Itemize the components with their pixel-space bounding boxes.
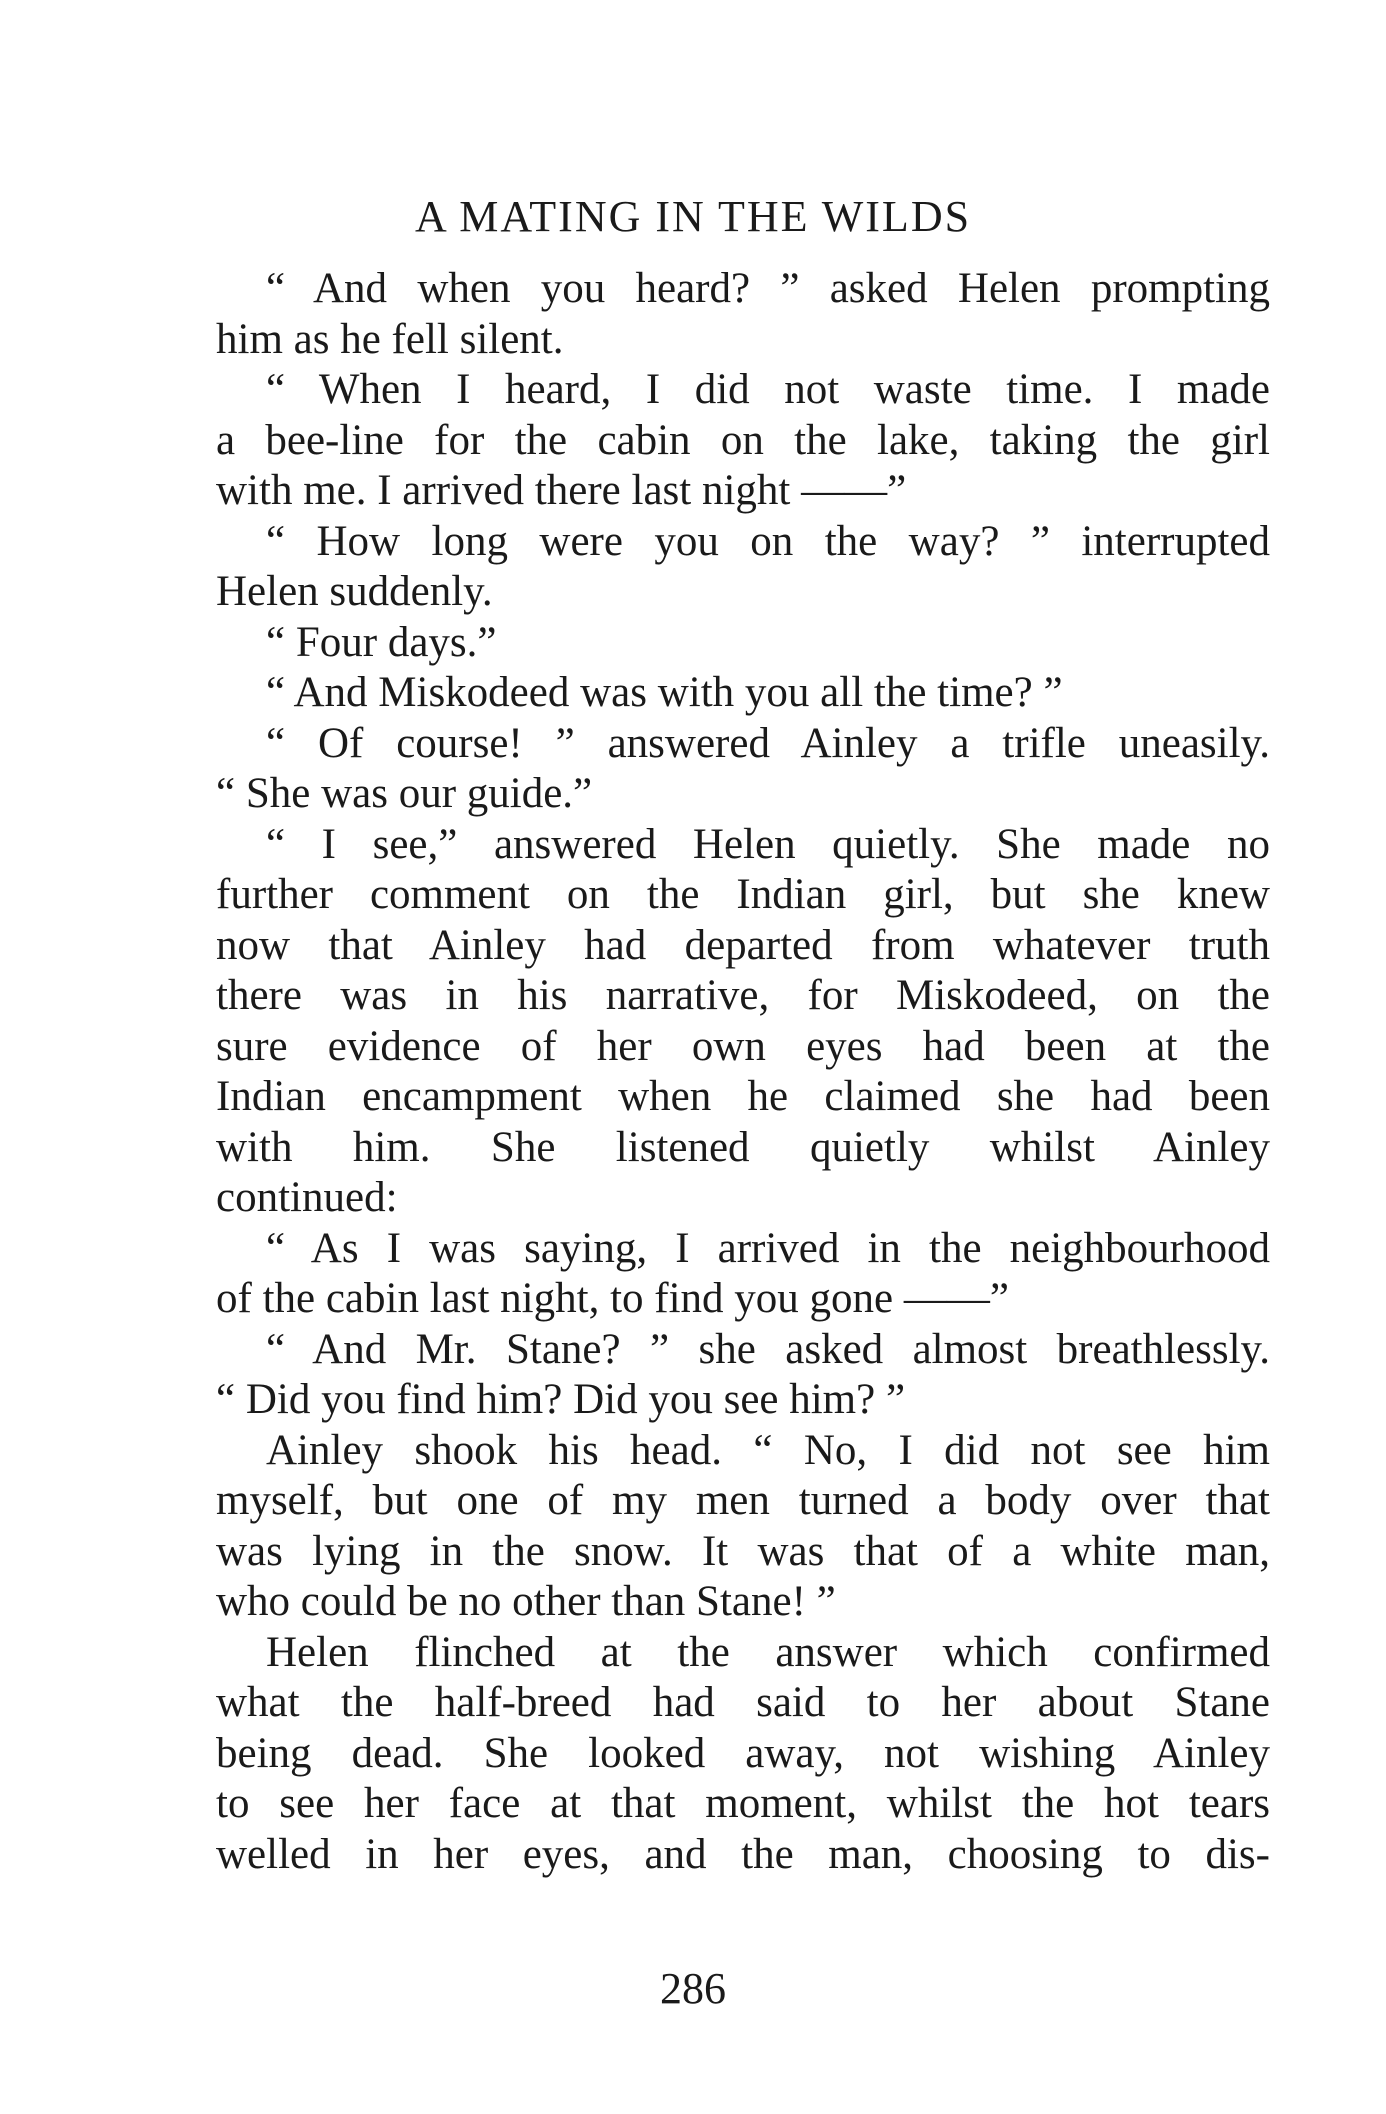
text-line: there was in his narrative, for Miskodeed, on the: [216, 972, 1270, 1019]
body-text: [216, 264, 1270, 1880]
text-line: “ And Miskodeed was with you all the time? ”: [266, 669, 1063, 716]
text-line: “ Of course! ” answered Ainley a trifle uneasily.: [266, 719, 1270, 767]
text-line: welled in her eyes, and the man, choosing to dis-: [216, 1830, 1270, 1878]
text-line: further comment on the Indian girl, but she knew: [216, 871, 1270, 918]
text-line: Indian encampment when he claimed she had been: [216, 1073, 1270, 1120]
text-line: with him. She listened quietly whilst Ainley: [216, 1123, 1270, 1171]
text-line: sure evidence of her own eyes had been at the: [216, 1022, 1270, 1070]
text-line: continued:: [216, 1174, 398, 1221]
text-line: myself, but one of my men turned a body over that: [216, 1477, 1270, 1524]
text-line: “ When I heard, I did not waste time. I made: [266, 366, 1270, 413]
text-line: “ Four days.”: [266, 618, 497, 666]
text-line: what the half-breed had said to her about Stane: [216, 1679, 1270, 1726]
text-line: being dead. She looked away, not wishing Ainley: [216, 1729, 1270, 1777]
text-line: “ She was our guide.”: [216, 770, 593, 817]
text-line: “ How long were you on the way? ” interrupted: [266, 517, 1270, 565]
text-line: “ As I was saying, I arrived in the neighbourhood: [266, 1224, 1270, 1272]
text-line: him as he fell silent.: [216, 315, 564, 363]
text-line: Helen flinched at the answer which confirmed: [266, 1628, 1270, 1676]
text-line: Ainley shook his head. “ No, I did not see him: [266, 1426, 1270, 1474]
text-line: with me. I arrived there last night ——”: [216, 467, 907, 514]
text-line: “ And when you heard? ” asked Helen prompting: [266, 265, 1270, 312]
page-number: 286: [660, 1964, 726, 2013]
text-line: a bee-line for the cabin on the lake, taking the girl: [216, 416, 1270, 464]
text-line: of the cabin last night, to find you gone ——”: [216, 1275, 1009, 1322]
text-line: now that Ainley had departed from whatever truth: [216, 921, 1270, 969]
running-head: A MATING IN THE WILDS: [414, 192, 972, 241]
text-line: “ I see,” answered Helen quietly. She made no: [266, 820, 1270, 868]
text-line: Helen suddenly.: [216, 568, 493, 615]
text-line: “ And Mr. Stane? ” she asked almost breathlessly.: [266, 1325, 1270, 1373]
text-line: who could be no other than Stane! ”: [216, 1578, 836, 1625]
text-line: was lying in the snow. It was that of a white man,: [216, 1527, 1270, 1575]
text-line: to see her face at that moment, whilst the hot tears: [216, 1780, 1270, 1827]
text-line: “ Did you find him? Did you see him? ”: [216, 1376, 906, 1423]
